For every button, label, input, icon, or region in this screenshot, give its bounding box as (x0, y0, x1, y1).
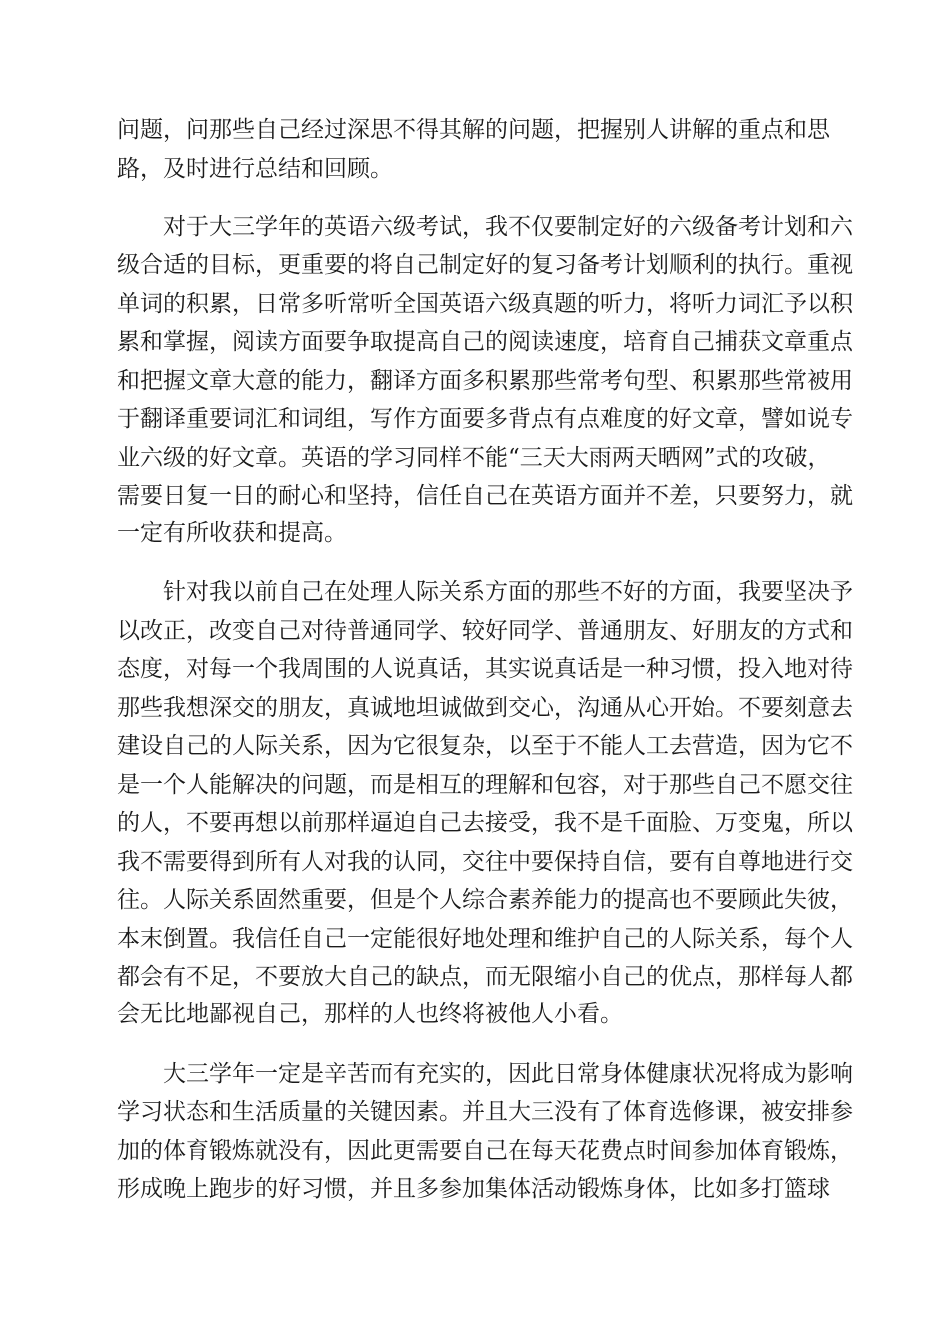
paragraph-line: 级合适的目标，更重要的将自己制定好的复习备考计划顺利的执行。重视 (117, 252, 853, 278)
paragraph-line: 加的体育锻炼就没有，因此更需要自己在每天花费点时间参加体育锻炼， (117, 1138, 853, 1164)
paragraph-line: 路，及时进行总结和回顾。 (117, 156, 393, 182)
paragraph-line: 单词的积累，日常多听常听全国英语六级真题的听力，将听力词汇予以积 (117, 291, 853, 317)
paragraph-line: 本末倒置。我信任自己一定能很好地处理和维护自己的人际关系，每个人 (117, 926, 853, 952)
paragraph-line: 一定有所收获和提高。 (117, 520, 347, 546)
paragraph-line: 需要日复一日的耐心和坚持，信任自己在英语方面并不差，只要努力，就 (117, 483, 853, 509)
paragraph-line: 会无比地鄙视自己，那样的人也终将被他人小看。 (117, 1001, 623, 1027)
paragraph-line: 我不需要得到所有人对我的认同，交往中要保持自信，要有自尊地进行交 (117, 849, 853, 875)
paragraph-line: 对于大三学年的英语六级考试，我不仅要制定好的六级备考计划和六 (163, 214, 853, 240)
paragraph-line: 建设自己的人际关系，因为它很复杂，以至于不能人工去营造，因为它不 (117, 733, 853, 759)
paragraph-line: 都会有不足，不要放大自己的缺点，而无限缩小自己的优点，那样每人都 (117, 964, 853, 990)
paragraph-line: 往。人际关系固然重要，但是个人综合素养能力的提高也不要顾此失彼， (117, 887, 853, 913)
paragraph-line: 累和掌握，阅读方面要争取提高自己的阅读速度，培育自己捕获文章重点 (117, 329, 853, 355)
paragraph-line: 态度，对每一个我周围的人说真话，其实说真话是一种习惯，投入地对待 (117, 656, 853, 682)
paragraph-line: 那些我想深交的朋友，真诚地坦诚做到交心，沟通从心开始。不要刻意去 (117, 695, 853, 721)
paragraph-line: 形成晚上跑步的好习惯，并且多参加集体活动锻炼身体，比如多打篮球 (117, 1176, 830, 1202)
paragraph-line: 是一个人能解决的问题，而是相互的理解和包容，对于那些自己不愿交往 (117, 772, 853, 798)
paragraph-line: 针对我以前自己在处理人际关系方面的那些不好的方面，我要坚决予 (163, 579, 853, 605)
paragraph-line: 和把握文章大意的能力，翻译方面多积累那些常考句型、积累那些常被用 (117, 368, 853, 394)
paragraph-line: 问题，问那些自己经过深思不得其解的问题，把握别人讲解的重点和思 (117, 117, 830, 143)
paragraph-line: 的人，不要再想以前那样逼迫自己去接受，我不是千面脸、万变鬼，所以 (117, 810, 853, 836)
paragraph-line: 以改正，改变自己对待普通同学、较好同学、普通朋友、好朋友的方式和 (117, 618, 853, 644)
paragraph-line: 大三学年一定是辛苦而有充实的，因此日常身体健康状况将成为影响 (163, 1061, 853, 1087)
paragraph-line: 业六级的好文章。英语的学习同样不能“三天大雨两天晒网”式的攻破， (117, 445, 831, 471)
paragraph-line: 于翻译重要词汇和词组，写作方面要多背点有点难度的好文章，譬如说专 (117, 406, 853, 432)
paragraph-line: 学习状态和生活质量的关键因素。并且大三没有了体育选修课，被安排参 (117, 1099, 853, 1125)
